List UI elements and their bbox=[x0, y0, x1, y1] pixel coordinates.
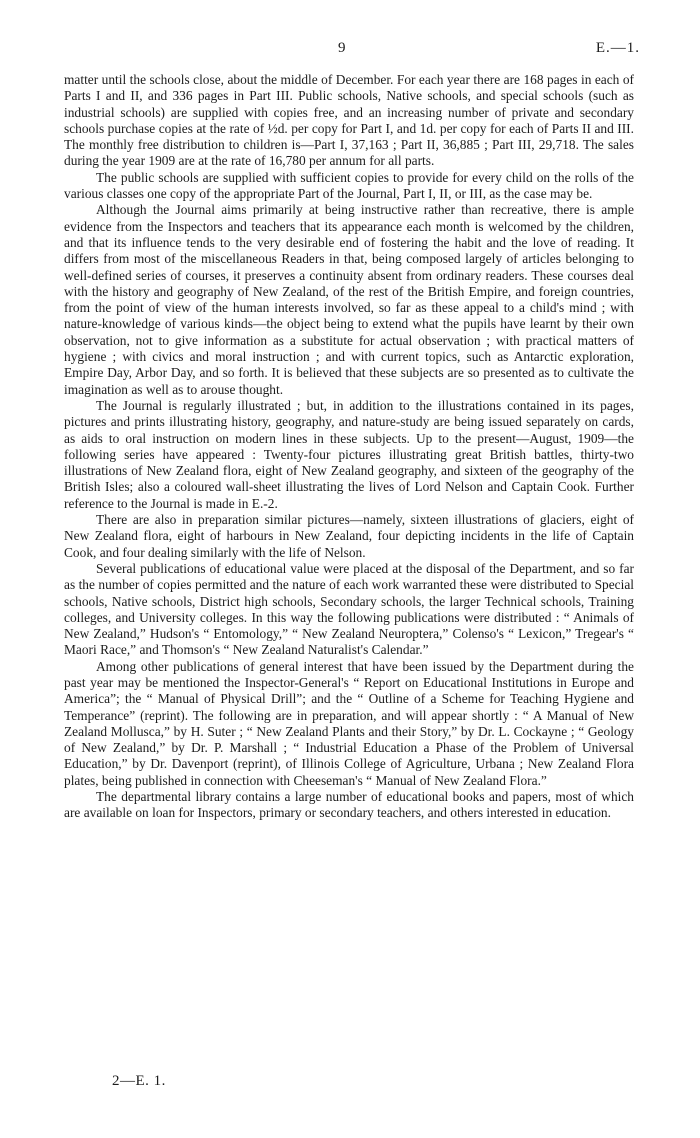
page-header bbox=[0, 40, 700, 64]
paragraph-3: Although the Journal aims primarily at being instructive rather than recreative, there is ample evidence from the Inspectors and teachers that its appearance each month is welcomed by the children, and that its influence tends to the very desirable end of fostering the habit and the love of reading. It differs from most of the miscellaneous Readers in that, being composed largely of articles belonging to well-defined series of courses, it preserves a continuity absent from ordinary readers. These courses deal with the history and geography of New Zealand, of the rest of the British Empire, and foreign countries, from the point of view of the human interests involved, so far as these appeal to a child's mind ; with nature-knowledge of various kinds—the object being to extend what the pupils have learnt by their own observation, not to give information as a substitute for actual observation ; with practical matters of hygiene ; with civics and moral instruction ; and with current topics, such as Antarctic exploration, Empire Day, Arbor Day, and so forth. It is believed that these subjects are so presented as to cultivate the imagination as well as to arouse thought. bbox=[64, 202, 634, 397]
paragraph-5: There are also in preparation similar pictures—namely, sixteen illustrations of glaciers, eight of New Zealand flora, eight of harbours in New Zealand, four depicting incidents in the life of Captain Cook, and four dealing similarly with the life of Nelson. bbox=[64, 512, 634, 560]
paragraph-4: The Journal is regularly illustrated ; but, in addition to the illustrations contained in its pages, pictures and prints illustrating history, geography, and nature-study are being issued separately on cards, as aids to oral instruction on modern lines in these subjects. Up to the present—August, 1909—the following series have appeared : Twenty-four pictures illustrating great British battles, thirty-two illustrations of New Zealand flora, eight of New Zealand geography, and sixteen of the geography of the British Isles; also a coloured wall-sheet illustrating the lives of Lord Nelson and Captain Cook. Further reference to the Journal is made in E.-2. bbox=[64, 397, 634, 511]
signature-mark: 2—E. 1. bbox=[112, 1073, 166, 1089]
paragraph-8: The departmental library contains a large number of educational books and papers, most of which are available on loan for Inspectors, primary or secondary teachers, and others interested in education. bbox=[64, 789, 634, 821]
paragraph-6: Several publications of educational value were placed at the disposal of the Department, and so far as the number of copies permitted and the nature of each work warranted these were distributed to Special schools, Native schools, District high schools, Secondary schools, the larger Technical schools, Training colleges, and University colleges. In this way the following publications were distributed : “ Animals of New Zealand,” Hudson's “ Entomology,” “ New Zealand Neuroptera,” Colenso's “ Lexicon,” Tregear's “ Maori Race,” and Thomson's “ New Zealand Naturalist's Calendar.” bbox=[64, 560, 634, 658]
page-number: 9 bbox=[338, 40, 346, 56]
paragraph-1: matter until the schools close, about the middle of December. For each year there are 168 pages in each of Parts I and II, and 336 pages in Part III. Public schools, Native schools, and special schools (such as industrial schools) are supplied with copies free, and an increasing number of private and secondary schools purchase copies at the rate of ½d. per copy for Part I, and 1d. per copy for each of Parts II and III. The monthly free distribution to children is—Part I, 37,163 ; Part II, 36,885 ; Part III, 29,718. The sales during the year 1909 are at the rate of 16,780 per annum for all parts. bbox=[64, 72, 634, 169]
paragraph-7: Among other publications of general interest that have been issued by the Department during the past year may be mentioned the Inspector-General's “ Report on Educational Institutions in Europe and America”; the “ Manual of Physical Drill”; and the “ Outline of a Scheme for Teaching Hygiene and Temperance” (reprint). The following are in preparation, and will appear shortly : “ A Manual of New Zealand Mollusca,” by H. Suter ; “ New Zealand Plants and their Story,” by Dr. L. Cockayne ; “ Geology of New Zealand,” by Dr. P. Marshall ; “ Industrial Education a Phase of the Problem of Universal Education,” by Dr. Davenport (reprint), of Illinois College of Agriculture, Urbana ; New Zealand Flora plates, being published in connection with Cheeseman's “ Manual of New Zealand Flora.” bbox=[64, 658, 634, 788]
body-text bbox=[64, 72, 634, 822]
document-code: E.—1. bbox=[595, 40, 640, 56]
paragraph-2: The public schools are supplied with sufficient copies to provide for every child on the rolls of the various classes one copy of the appropriate Part of the Journal, Part I, II, or III, as the case may be. bbox=[64, 169, 634, 202]
